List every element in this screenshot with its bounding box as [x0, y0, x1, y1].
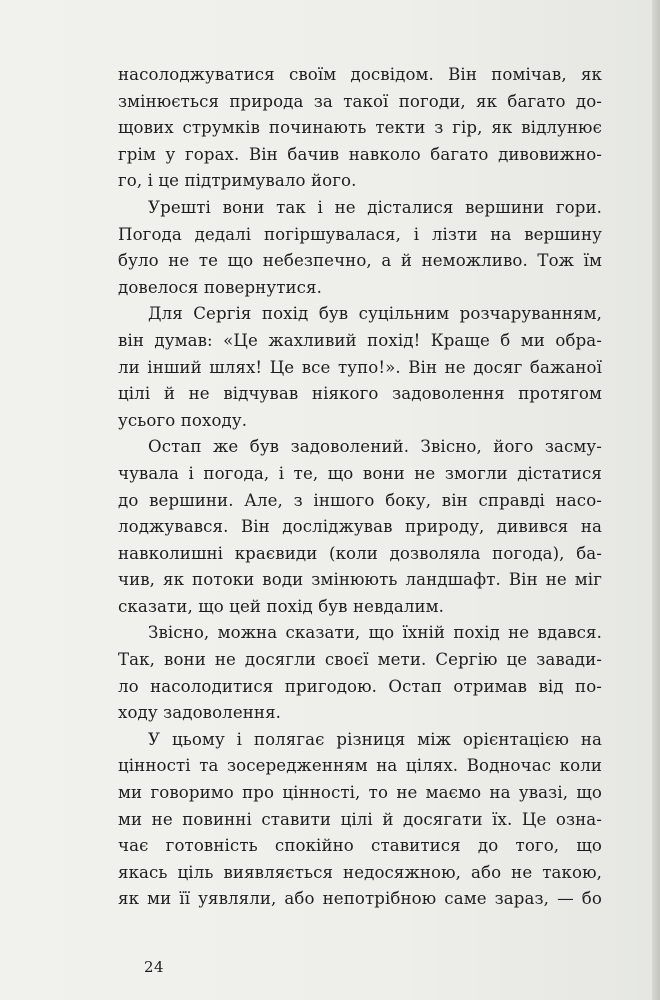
paragraph [118, 434, 602, 620]
text-line: Погода дедалі погіршувалася, і лізти на вершину [118, 224, 602, 244]
text-line: навколишні краєвиди (коли дозволяла погода), ба- [118, 543, 602, 563]
text-line: цінності та зосередженням на цілях. Водночас коли [118, 756, 602, 776]
page-number: 24 [144, 958, 165, 976]
text-line: У цьому і полягає різниця між орієнтацією на [148, 729, 602, 749]
paragraph [118, 62, 602, 195]
text-line: усього походу. [118, 410, 248, 430]
text-line: якась ціль виявляється недосяжною, або не такою, [118, 862, 602, 882]
text-line: Остап же був задоволений. Звісно, його засму- [148, 437, 602, 457]
text-line: чає готовність спокійно ставитися до того, що [118, 836, 602, 856]
paragraph [118, 620, 602, 726]
text-line: Для Сергія похід був суцільним розчаруванням, [148, 304, 602, 324]
text-line: ходу задоволення. [118, 703, 282, 723]
body-text [118, 62, 602, 913]
text-line: сказати, що цей похід був невдалим. [118, 596, 445, 616]
text-line: як ми її уявляли, або непотрібною саме зараз, — бо [118, 889, 602, 909]
text-line: го, і це підтримувало його. [118, 171, 357, 191]
text-line: до вершини. Але, з іншого боку, він справді насо- [118, 490, 602, 510]
paragraph [118, 727, 602, 913]
text-line: він думав: «Це жахливий похід! Краще б ми обра- [118, 330, 602, 350]
text-line: цілі й не відчував ніякого задоволення протягом [118, 384, 602, 404]
text-line: змінюється природа за такої погоди, як багато до- [118, 91, 602, 111]
text-line: щових струмків починають текти з гір, як відлунює [118, 118, 602, 138]
text-line: чив, як потоки води змінюють ландшафт. Він не міг [118, 570, 602, 590]
text-line: чувала і погода, і те, що вони не змогли дістатися [118, 463, 602, 483]
text-line: грім у горах. Він бачив навколо багато дивовижно- [118, 144, 602, 164]
text-line: ло насолодитися пригодою. Остап отримав від по- [118, 676, 602, 696]
page-edge [652, 0, 660, 1000]
text-line: було не те що небезпечно, а й неможливо. Тож їм [118, 251, 602, 271]
text-line: насолоджуватися своїм досвідом. Він помічав, як [118, 65, 602, 84]
paragraph [118, 301, 602, 434]
text-line: ми не повинні ставити цілі й досягати їх. Це озна- [118, 809, 602, 829]
text-line: ли інший шлях! Це все тупо!». Він не досяг бажаної [118, 357, 602, 377]
text-line: довелося повернутися. [118, 277, 322, 297]
text-line: Так, вони не досягли своєї мети. Сергію це завади- [118, 650, 602, 670]
text-line: Урешті вони так і не дісталися вершини гори. [148, 197, 602, 217]
text-line: лоджувався. Він досліджував природу, дивився на [118, 517, 602, 537]
paragraph [118, 195, 602, 301]
text-line: Звісно, можна сказати, що їхній похід не вдався. [148, 623, 602, 643]
text-line: ми говоримо про цінності, то не маємо на увазі, що [118, 783, 602, 803]
